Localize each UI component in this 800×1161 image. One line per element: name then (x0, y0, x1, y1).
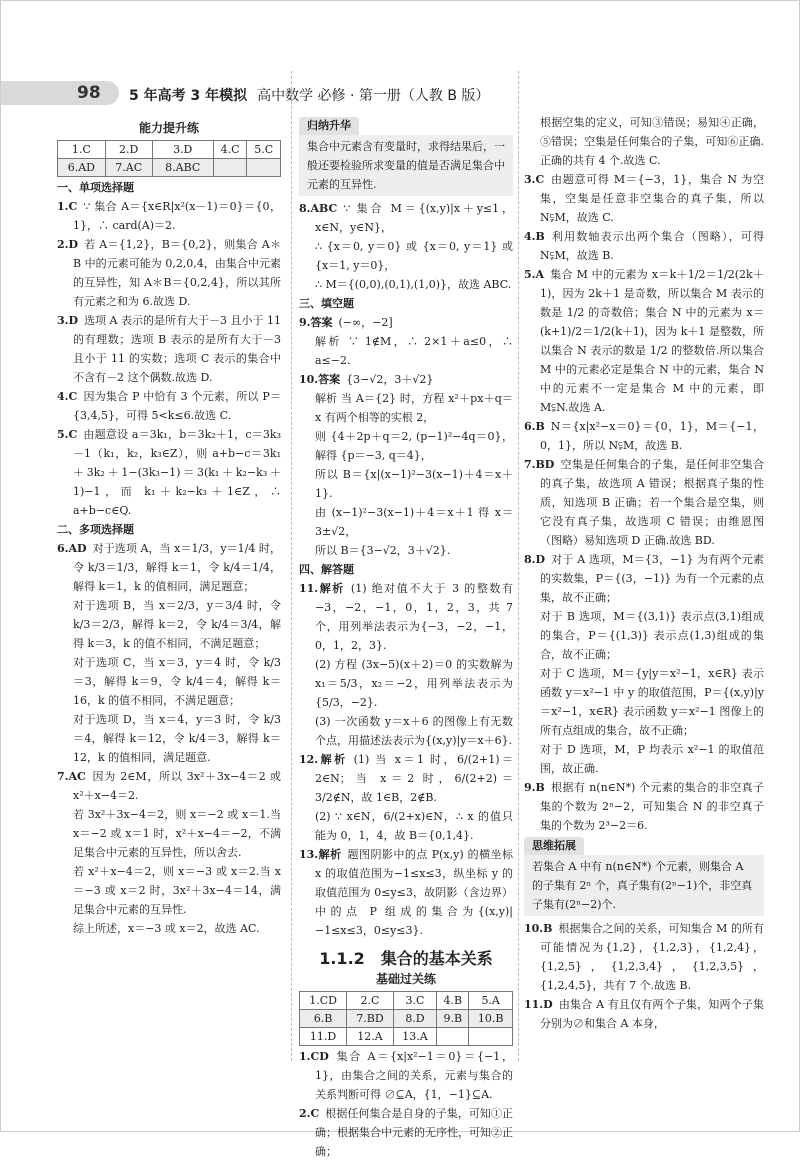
solution-label: 4.B (524, 230, 545, 243)
solution-item (524, 550, 764, 778)
solution-text: (−∞，−2] (338, 316, 393, 329)
solution-label: 8.ABC (299, 202, 338, 215)
solution-line: 解析 ∵ 1∉M，∴ 2×1＋a≤0，∴ a≤−2. (315, 335, 513, 367)
solution-label: 12.解析 (299, 753, 348, 766)
solution-line: (3) 一次函数 y＝x＋6 的图像上有无数个点，用描述法表示为{(x,y)|y＝x＋6}. (315, 715, 513, 747)
answer-cell: 2.C (347, 992, 394, 1010)
solution-text: 若 A＝{1,2}，B＝{0,2}，则集合 A＊B 中的元素可能为 0,2,0,4，由集合中元素的互异性，知 A＊B＝{0,2,4}，所以其所有元素之和为 6.故选 D. (73, 238, 281, 308)
answer-cell: 13.A (393, 1028, 436, 1046)
solution-item (524, 778, 764, 835)
answer-cell: 4.B (437, 992, 469, 1010)
solution-text: 根据集合之间的关系，可知集合 M 的所有可能情况为{1,2}，{1,2,3}，{1,2,4}，{1,2,5}，{1,2,3,4}，{1,2,3,5}，{1,2,4,5}，共有 7 个.故选 B. (540, 922, 764, 992)
solution-text: 题图阴影中的点 P(x,y) 的横坐标 x 的取值范围为−1≤x≤3，纵坐标 y 的取值范围为 0≤y≤3，故阴影（含边界）中的点 P 组成的集合为{(x,y)|−1≤x≤3，0≤y≤3}. (315, 848, 513, 937)
column-divider (291, 71, 292, 1061)
page-number: 98 (77, 83, 101, 103)
answer-row (300, 992, 513, 1010)
answer-cell: 4.C (213, 141, 247, 159)
solution-label: 10.B (524, 922, 553, 935)
section-heading: 二、多项选择题 (57, 523, 134, 536)
solution-line: (2) ∵ x∈N，6/(2+x)∈N，∴ x 的值只能为 0，1，4，故 B＝{0,1,4}. (315, 810, 513, 842)
solution-text: N＝{x|x²−x＝0}＝{0，1}，M＝{−1，0，1}，所以 N⫋M，故选 B. (540, 420, 764, 452)
solution-text: 集合 M 中的元素为 x＝k＋1/2＝1/2(2k＋1)，因为 2k＋1 是奇数，所以集合 M 表示的数是 1/2 的奇数倍；集合 N 中的元素为 x＝(k+1)/2＝1/2(k＋1)，因为 k＋1 是整数，所以集合 N 表示的数是 1/2 的整数倍.所以集合 M 中的元素必定是集合 N 中的元素，集合 N 中的元素不一定是集合 M 中的元素，即 M⫋N.故选 A. (540, 268, 764, 414)
solution-item (57, 387, 281, 425)
answer-cell: 11.D (300, 1028, 347, 1046)
solution-text: ∵ 集合 A＝{x∈R|x²(x－1)＝0}＝{0，1}，∴ card(A)＝2. (73, 200, 281, 232)
solution-text: 因为集合 P 中恰有 3 个元素，所以 P＝{3,4,5}，可得 5<k≤6.故选 C. (73, 390, 281, 422)
solution-line: 由 (x−1)²−3(x−1)＋4＝x＋1 得 x＝3±√2， (315, 506, 513, 538)
summary-box-text: 集合中元素含有变量时，求得结果后，一般还要检验所求变量的值是否满足集合中元素的互异性. (299, 135, 513, 196)
book-title: 5 年高考 3 年模拟 (129, 88, 248, 104)
solution-line: ∴ {x＝0, y＝0} 或 {x＝0, y＝1} 或 {x＝1, y＝0}， (315, 240, 513, 272)
running-header (129, 85, 489, 105)
solution-item (524, 995, 764, 1033)
solution-item (524, 265, 764, 417)
answer-cell (213, 159, 247, 177)
solution-item (57, 539, 281, 767)
section-heading: 一、单项选择题 (57, 181, 134, 194)
solution-text: 由题意设 a＝3k₁，b＝3k₂＋1，c＝3k₃－1（k₁，k₂，k₃∈Z），则 a+b−c＝3k₁＋3k₂＋1−(3k₃−1)＝3(k₁＋k₂−k₃＋1)−1，而 k₁＋k₂−k₃＋1∈Z，∴ a+b−c∈Q. (73, 428, 281, 517)
solution-item (57, 197, 281, 235)
extension-box-text: 若集合 A 中有 n(n∈N*) 个元素，则集合 A 的子集有 2ⁿ 个，真子集有(2ⁿ−1)个，非空真子集有(2ⁿ−2)个. (524, 855, 764, 916)
solution-item (299, 579, 513, 750)
solution-label: 11.D (524, 998, 553, 1011)
book-subtitle: 高中数学 必修 · 第一册（人教 B 版） (257, 88, 490, 104)
answer-cell: 5.C (247, 141, 281, 159)
solution-item (524, 455, 764, 550)
solution-label: 11.解析 (299, 582, 345, 595)
solution-label: 5.A (524, 268, 545, 281)
solution-label: 5.C (57, 428, 78, 441)
solution-item (57, 311, 281, 387)
exercise-heading: 能力提升练 (138, 121, 199, 135)
solution-label: 3.C (524, 173, 545, 186)
solution-line: 综上所述，x＝−3 或 x＝2，故选 AC. (73, 922, 260, 935)
answer-table (57, 140, 281, 177)
answer-cell: 1.CD (300, 992, 347, 1010)
solution-line: 对于 D 选项，M，P 均表示 x²−1 的取值范围，故正确. (540, 743, 764, 775)
answer-cell (469, 1028, 513, 1046)
solution-text: 根据有 n(n∈N*) 个元素的集合的非空真子集的个数为 2ⁿ−2，可知集合 N 的非空真子集的个数为 2³−2＝6. (540, 781, 764, 832)
solution-line: 解析 当 A＝{2} 时，方程 x²＋px＋q＝x 有两个相等的实根 2， (315, 392, 513, 424)
solution-text: 对于 A 选项，M＝{3，−1} 为有两个元素的实数集，P＝{(3，−1)} 为有一个元素的点集，故不正确； (540, 553, 764, 604)
section-heading: 四、解答题 (299, 563, 354, 576)
column-left (57, 119, 281, 938)
solution-label: 13.解析 (299, 848, 342, 861)
solution-item (299, 1104, 513, 1161)
solution-item (524, 919, 764, 995)
solution-text: {3−√2，3＋√2} (346, 373, 434, 386)
solution-label: 2.C (299, 1107, 320, 1120)
answer-cell: 9.B (437, 1010, 469, 1028)
solution-line: (2) 方程 (3x−5)(x＋2)＝0 的实数解为 x₁＝5/3，x₂＝−2，用列举法表示为{5/3，−2}. (315, 658, 513, 709)
solution-item (299, 845, 513, 940)
answer-cell: 8.D (393, 1010, 436, 1028)
solution-label: 6.AD (57, 542, 87, 555)
answer-cell: 2.D (105, 141, 152, 159)
solution-line: 对于 B 选项，M＝{(3,1)} 表示点(3,1)组成的集合，P＝{(1,3)} 表示点(1,3)组成的集合，故不正确； (540, 610, 764, 661)
column-right (524, 113, 764, 1033)
solution-label: 7.AC (57, 770, 86, 783)
solution-text: 集合 A＝{x|x²−1＝0}＝{−1，1}，由集合之间的关系，元素与集合的关系判断可得 ∅⊆A，{1，−1}⊆A. (315, 1050, 513, 1101)
solution-text: 根据任何集合是自身的子集，可知①正确；根据集合中元素的无序性，可知②正确； (315, 1107, 513, 1158)
solution-item (299, 1047, 513, 1104)
answer-cell (437, 1028, 469, 1046)
solution-text: 因为 2∈M，所以 3x²＋3x−4＝2 或 x²＋x−4＝2. (73, 770, 281, 802)
solution-label: 3.D (57, 314, 79, 327)
column-divider (518, 71, 519, 1061)
answer-row (58, 159, 281, 177)
solution-line: ∴ M＝{(0,0),(0,1),(1,0)}，故选 ABC. (315, 278, 512, 291)
solution-item (524, 417, 764, 455)
solution-text: (1) 当 x＝1 时，6/(2+1)＝2∈N；当 x＝2 时，6/(2+2)＝3/2∉N，故 1∈B，2∉B. (315, 753, 514, 804)
solution-label: 6.B (524, 420, 545, 433)
answer-cell: 1.C (58, 141, 106, 159)
answer-row (300, 1010, 513, 1028)
answer-cell: 3.C (393, 992, 436, 1010)
solution-label: 2.D (57, 238, 79, 251)
answer-cell: 8.ABC (152, 159, 213, 177)
solution-line: 对于选项 D，当 x＝4，y＝3 时，令 k/3＝4，解得 k＝12，令 k/4＝3，解得 k＝12，k 的值相同，满足题意. (73, 713, 281, 764)
section-title: 1.1.2 集合的基本关系 (319, 949, 493, 968)
solution-line: 所以 B＝{x|(x−1)²−3(x−1)＋4＝x＋1}. (315, 468, 513, 500)
answer-cell: 5.A (469, 992, 513, 1010)
extension-box-title: 思维拓展 (524, 837, 584, 855)
answer-cell: 7.AC (105, 159, 152, 177)
solution-item (524, 170, 764, 227)
solution-label: 9.B (524, 781, 545, 794)
summary-box-title: 归纳升华 (299, 117, 359, 135)
solution-item (57, 767, 281, 938)
solution-label: 1.CD (299, 1050, 329, 1063)
solution-text: ∵ 集合 M＝{(x,y)|x＋y≤1，x∈N，y∈N}， (315, 202, 513, 234)
solution-line: 对于 C 选项，M＝{y|y＝x²−1，x∈R} 表示函数 y＝x²−1 中 y 的取值范围，P＝{(x,y)|y＝x²−1，x∈R} 表示函数 y＝x²−1 图像上的所有点组成的集合，故不正确； (540, 667, 764, 737)
solution-text: 由集合 A 有且仅有两个子集，知两个子集分别为∅和集合 A 本身， (540, 998, 764, 1030)
solution-line: 若 3x²＋3x−4＝2，则 x＝−2 或 x＝1.当 x＝−2 或 x＝1 时，x²＋x−4＝−2，不满足集合中元素的互异性，所以舍去. (73, 808, 281, 859)
solution-label: 9.答案 (299, 316, 333, 329)
answer-cell: 10.B (469, 1010, 513, 1028)
answer-row (300, 1028, 513, 1046)
solution-text: 利用数轴表示出两个集合（图略），可得 N⫋M，故选 B. (540, 230, 764, 262)
solution-line: 对于选项 C，当 x＝3，y＝4 时，令 k/3＝3，解得 k＝9，令 k/4＝4，解得 k＝16，k 的值不相同，不满足题意； (73, 656, 281, 707)
solution-item (57, 425, 281, 520)
solution-item (57, 235, 281, 311)
solution-item (524, 227, 764, 265)
column-middle (299, 115, 513, 1161)
answer-cell: 12.A (347, 1028, 394, 1046)
exercise-heading: 基础过关练 (375, 972, 436, 986)
continued-text: 根据空集的定义，可知③错误；易知④正确，⑤错误；空集是任何集合的子集，可知⑥正确.正确的共有 4 个.故选 C. (540, 116, 764, 167)
answer-row (58, 141, 281, 159)
solution-line: 则 {4＋2p＋q＝2, (p−1)²−4q＝0}，解得 {p＝−3, q＝4}， (315, 430, 513, 462)
solution-label: 4.C (57, 390, 78, 403)
section-heading: 三、填空题 (299, 297, 354, 310)
solution-text: 由题意可得 M＝{−3，1}，集合 N 为空集，空集是任意非空集合的真子集，所以 N⫋M，故选 C. (540, 173, 764, 224)
solution-item (299, 370, 513, 560)
solution-line: 所以 B＝{3−√2，3＋√2}. (315, 544, 451, 557)
answer-cell: 6.B (300, 1010, 347, 1028)
solution-text: 空集是任何集合的子集，是任何非空集合的真子集，故选项 A 错误；根据真子集的性质，知选项 B 正确；若一个集合是空集，则它没有真子集，故选项 C 错误；由维恩图（图略）易知选项 D 正确.故选 BD. (540, 458, 764, 547)
answer-table (299, 991, 513, 1046)
solution-label: 1.C (57, 200, 78, 213)
answer-cell (247, 159, 281, 177)
solution-text: (1) 绝对值不大于 3 的整数有−3，−2，−1，0，1，2，3，共 7 个，用列举法表示为{−3，−2，−1，0，1，2，3}. (315, 582, 514, 652)
page-number-tab (1, 81, 119, 105)
solution-line: 对于选项 B，当 x＝2/3，y＝3/4 时，令 k/3＝2/3，解得 k＝2，令 k/4＝3/4，解得 k＝3，k 的值不相同，不满足题意； (73, 599, 281, 650)
solution-label: 7.BD (524, 458, 555, 471)
solution-text: 选项 A 表示的是所有大于－3 且小于 11 的有理数；选项 B 表示的是所有大于－3 且小于 11 的实数；选项 C 表示的集合中不含有－2 这个偶数.故选 D. (73, 314, 281, 384)
solution-line: 若 x²＋x−4＝2，则 x＝−3 或 x＝2.当 x＝−3 或 x＝2 时，3x²＋3x−4＝14，满足集合中元素的互异性. (73, 865, 281, 916)
answer-cell: 7.BD (347, 1010, 394, 1028)
solution-label: 10.答案 (299, 373, 341, 386)
solution-item (299, 199, 513, 294)
solution-text: 对于选项 A，当 x＝1/3，y＝1/4 时，令 k/3＝1/3，解得 k＝1，令 k/4＝1/4，解得 k＝1，k 的值相同，满足题意； (73, 542, 281, 593)
solution-item (299, 750, 513, 845)
solution-label: 8.D (524, 553, 546, 566)
solution-item (299, 313, 513, 370)
answer-cell: 6.AD (58, 159, 106, 177)
answer-cell: 3.D (152, 141, 213, 159)
